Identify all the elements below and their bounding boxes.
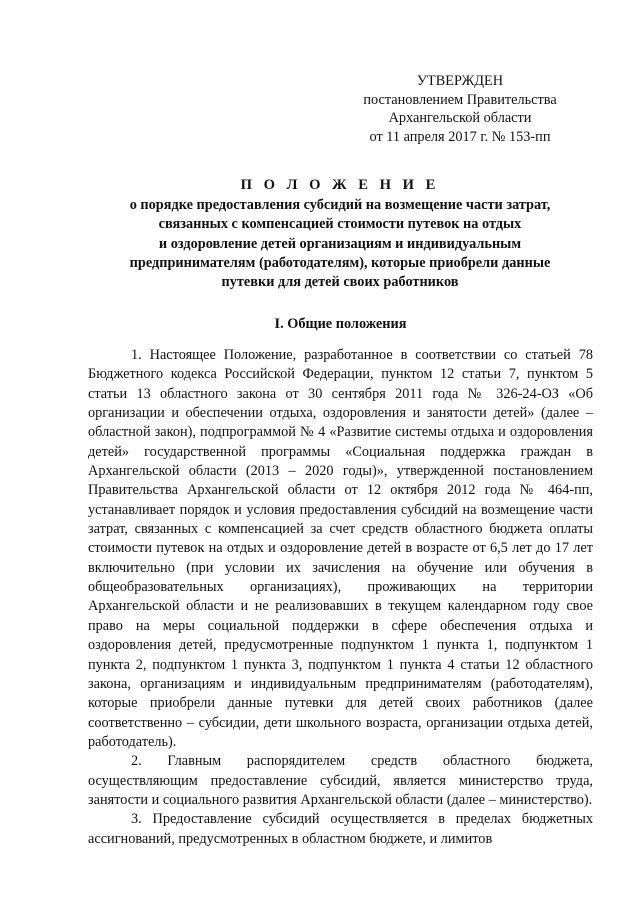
title-line: путевки для детей своих работников: [221, 274, 459, 291]
section-heading: I. Общие положения: [274, 316, 407, 332]
approval-line-approved: УТВЕРЖДЕН: [416, 73, 504, 89]
approval-line-region: Архангельской области: [388, 110, 532, 126]
title-line: о порядке предоставления субсидий на возмещение части затрат,: [129, 197, 551, 214]
title-word: П О Л О Ж Е Н И Е: [240, 177, 440, 193]
document-body: [88, 346, 593, 849]
paragraph-3: 3. Предоставление субсидий осуществляется в пределах бюджетных ассигнований, предусмотренных в областном бюджете, и лимитов: [88, 811, 593, 847]
approval-line-by-resolution: постановлением Правительства: [363, 91, 557, 108]
approval-line-date-number: от 11 апреля 2017 г. № 153-пп: [369, 128, 551, 145]
document-title: [100, 176, 580, 292]
approval-stamp: [360, 72, 560, 146]
title-line: и оздоровление детей организациям и индивидуальным: [158, 235, 522, 252]
paragraph-2: 2. Главным распорядителем средств областного бюджета, осуществляющим предоставление субсидий, является министерство труда, занятости и социального развития Архангельской области (далее – министерство).: [88, 753, 593, 808]
title-line: связанных с компенсацией стоимости путевок на отдых: [158, 216, 522, 233]
paragraph-1: 1. Настоящее Положение, разработанное в соответствии со статьей 78 Бюджетного кодекса Российской Федерации, пунктом 12 статьи 7, пунктом 5 статьи 13 областного закона от 30 сентября 2011 года № 326-24-ОЗ «Об организации и обеспечении отдыха, оздоровления и занятости детей» (далее – областной закон), подпрограммой № 4 «Развитие системы отдыха и оздоровления детей» государственной программы «Социальная поддержка граждан в Архангельской области (2013 – 2020 годы)», утвержденной постановлением Правительства Архангельской области от 12 октября 2012 года № 464-пп, устанавливает порядок и условия предоставления субсидий на возмещение части затрат, связанных с компенсацией за счет средств областного бюджета оплаты стоимости путевок на отдых и оздоровление детей в возрасте от 6,5 лет до 17 лет включительно (при условии их зачисления на обучение или обучения в общеобразовательных организациях), проживающих на территории Архангельской области и не реализовавших в текущем календарном году свое право на меры социальной поддержки в сфере обеспечения отдыха и оздоровления детей, предусмотренные подпунктом 1 пункта 1, подпунктом 1 пункта 2, подпунктом 1 пункта 3, подпунктом 1 пункта 4 статьи 12 областного закона, организациям и индивидуальным предпринимателям (работодателям), которые приобрели данные путевки для детей своих работников (далее соответственно – субсидии, дети школьного возраста, организации отдыха детей, работодатель).: [88, 347, 593, 750]
title-line: предпринимателям (работодателям), которые приобрели данные: [129, 254, 551, 271]
